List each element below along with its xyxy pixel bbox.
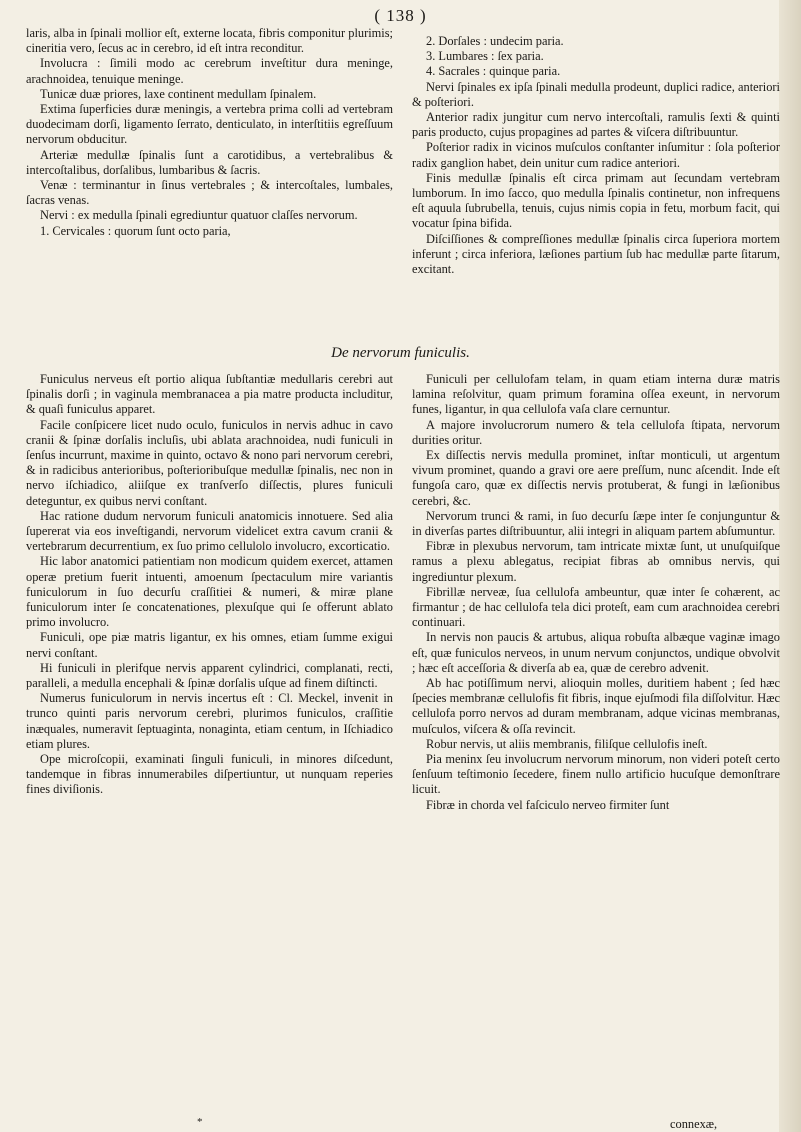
paragraph: Funiculi per cellulofam telam, in quam etiam interna duræ matris lamina reſolvitur, quam primum foramina oſſea exeunt, in nervorum funes, ligantur, in qua cellulofa vaſa clare cernuntur. [412,372,780,417]
section-heading: De nervorum funiculis. [331,345,470,361]
column-top-right [412,34,780,277]
paragraph: 3. Lumbares : ſex paria. [426,49,544,64]
paragraph: Hic labor anatomici patientiam non modicum quidem exercet, attamen operæ pretium fuerit intuenti, amoenum ſpectaculum mire variantis funiculorum in ſuo decurſu craſſitiei & numeri, & miræ plane funiculorum inter ſe concatenationes, plexuſque qui ſe offerunt ablato primo involucro. [26,554,393,630]
page-number: ( 138 ) [374,6,427,25]
paragraph: Numerus funiculorum in nervis incertus eſt : Cl. Meckel, invenit in trunco quinti paris nervorum cerebri, plurimos funiculos, craſſitie inæquales, numeravit ſeptuaginta, nonaginta, etiam centum, in Iſchiadico etiam plures. [26,691,393,751]
paragraph: Extima ſuperficies duræ meningis, a vertebra prima colli ad vertebram duodecimam dorſi, ligamento ſerrato, denticulato, in interſtitiis egreſſuum nervorum obducitur. [26,102,393,147]
paragraph: 4. Sacrales : quinque paria. [426,64,561,79]
column-top-left [26,26,393,239]
paragraph: 1. Cervicales : quorum ſunt octo paria, [40,223,231,238]
column-bottom-right [412,372,780,813]
paragraph: Funiculus nerveus eſt portio aliqua ſubſtantiæ medullaris cerebri aut ſpinalis dorſi ; in vaginula membranacea a pia matre producta includitur, & quaſi funiculus apparet. [26,372,393,417]
paragraph: Ope microſcopii, examinati ſinguli funiculi, in minores diſcedunt, tandemque in fibras innumerabiles diſpertiuntur, ut nunquam reperies fines diviſionis. [26,752,393,797]
paragraph: Fibræ in plexubus nervorum, tam intricate mixtæ ſunt, ut unuſquiſque ramus a plexu ablegatus, recipiat fibras ab omnibus nervis, qui ingrediuntur plexum. [412,539,780,584]
paragraph: Finis medullæ ſpinalis eſt circa primam aut ſecundam vertebram lumborum. In imo ſacco, quo medulla ſpinalis continetur, non infrequens eſt aquula ſubrubella, tenuis, cujus nimis copia in fetu, morbum facit, qui vocatur ſpina bifida. [412,170,780,231]
paragraph: Robur nervis, ut aliis membranis, filiſque cellulofis ineſt. [426,736,708,751]
catchword: connexæ, [670,1117,718,1131]
paragraph: Ab hac potiſſimum nervi, alioquin molles, duritiem habent ; ſed hæc ſpecies membranæ cellulofis fit fibris, inque ejuſmodi fila diſſolvitur. Hæc cellulofa porro nervos ad duram membranam, adque vicinas membranas, muſculos, viſcera & oſſa revincit. [412,676,780,736]
paragraph: Poſterior radix in vicinos muſculos conſtanter inſumitur : ſola poſterior radix ganglion habet, dein unitur cum radice anteriori. [412,140,780,170]
paragraph: Nervi : ex medulla ſpinali egrediuntur quatuor claſſes nervorum. [40,208,358,223]
paragraph: Diſciſſiones & compreſſiones medullæ ſpinalis circa ſuperiora mortem inferunt ; circa inferiora, læſiones partium ſub hac medullæ parte ſitarum, excitant. [412,231,780,277]
paragraph: Hi funiculi in plerifque nervis apparent cylindrici, complanati, recti, paralleli, a medulla encephali & ſpinæ dorſalis uſque ad finem diſtincti. [26,660,393,691]
paragraph: Fibræ in chorda vel faſciculo nerveo firmiter ſunt [426,797,670,812]
signature-mark: * [197,1116,203,1128]
paragraph: In nervis non paucis & artubus, aliqua robuſta albæque vaginæ imago eſt, quæ funiculos nerveos, in unum nervum conjunctos, undique obvolvit ; hæc eſt acceſſoria & diverſa ab ea, quæ de cerebro advenit. [412,630,780,675]
paragraph: Fibrillæ nerveæ, ſua cellulofa ambeuntur, quæ inter ſe cohærent, ac firmantur ; de hac cellulofa tela dici proteſt, eam cum arachnoidea cerebri continuari. [412,584,780,630]
paragraph: Anterior radix jungitur cum nervo intercoſtali, ramulis ſexti & quinti paris producto, cujus propagines ad partes & viſcera diſtribuuntur. [412,110,780,140]
paragraph: Funiculi, ope piæ matris ligantur, ex his omnes, etiam ſumme exigui nervi conſtant. [26,630,393,660]
paragraph: Nervi ſpinales ex ipſa ſpinali medulla prodeunt, duplici radice, anteriori & poſteriori. [412,79,780,109]
column-bottom-left [26,372,393,798]
paragraph: Involucra : ſimili modo ac cerebrum inveſtitur dura meninge, arachnoidea, tenuique meninge. [26,56,393,86]
paragraph: Hac ratione dudum nervorum funiculi anatomicis innotuere. Sed alia ſupererat via eos inveſtigandi, nervorum videlicet extra cavum cranii & vertebrarum decurrentium, ex ſuo primo cellulolo involucro, excorticatio. [26,508,393,554]
paragraph: A majore involucrorum numero & tela cellulofa ſtipata, nervorum durities oritur. [412,417,780,447]
paragraph: Ex diſſectis nervis medulla prominet, inſtar monticuli, ut argentum vivum prominet, quando a gravi ore aere preſſum, nunc aſcendit. Inde eſt fungoſa caro, quæ ex diſſectis nervis protuberat, & fungi in læſionibus cerebri, &c. [412,448,780,508]
paragraph: Tunicæ duæ priores, laxe continent medullam ſpinalem. [40,86,317,101]
paragraph: Venæ : terminantur in ſinus vertebrales ; & intercoſtales, lumbales, ſacras venas. [26,178,393,208]
paragraph: laris, alba in ſpinali mollior eſt, externe locata, fibris componitur plurimis; cineritia vero, ſecus ac in cerebro, id eſt intra reconditur. [26,26,393,56]
paragraph: Arteriæ medullæ ſpinalis ſunt a carotidibus, a vertebralibus & intercoſtalibus, dorſalibus, lumbaribus & ſacris. [26,147,393,177]
paragraph: Facile conſpicere licet nudo oculo, funiculos in nervis adhuc in cavo cranii & ſpinæ dorſalis incluſis, ubi ablata arachnoidea, nudi funiculi in ſenſus incurrunt, maxime in quinto, octavo & nono pari nervorum cerebri, & in radicibus anterioribus, poſterioribuſque medullæ ſpinalis, nec non in nervo iſchiadico, aliiſque ex tranſverſo diſſectis, plures funiculi deteguntur, ex quibus nervi conſtant. [26,417,393,508]
paragraph: Nervorum trunci & rami, in ſuo decurſu ſæpe inter ſe conjunguntur & in diverſas partes diſtribuuntur, alii integri in aliquam partem abſumuntur. [412,508,780,539]
facing-page-edge [779,0,801,1132]
paragraph: 2. Dorſales : undecim paria. [426,34,564,48]
paragraph: Pia meninx ſeu involucrum nervorum minorum, non videri poteſt certo ſenſuum teſtimonio ſecedere, finem nullo artificio hucuſque demonſtrare licuit. [412,752,780,797]
